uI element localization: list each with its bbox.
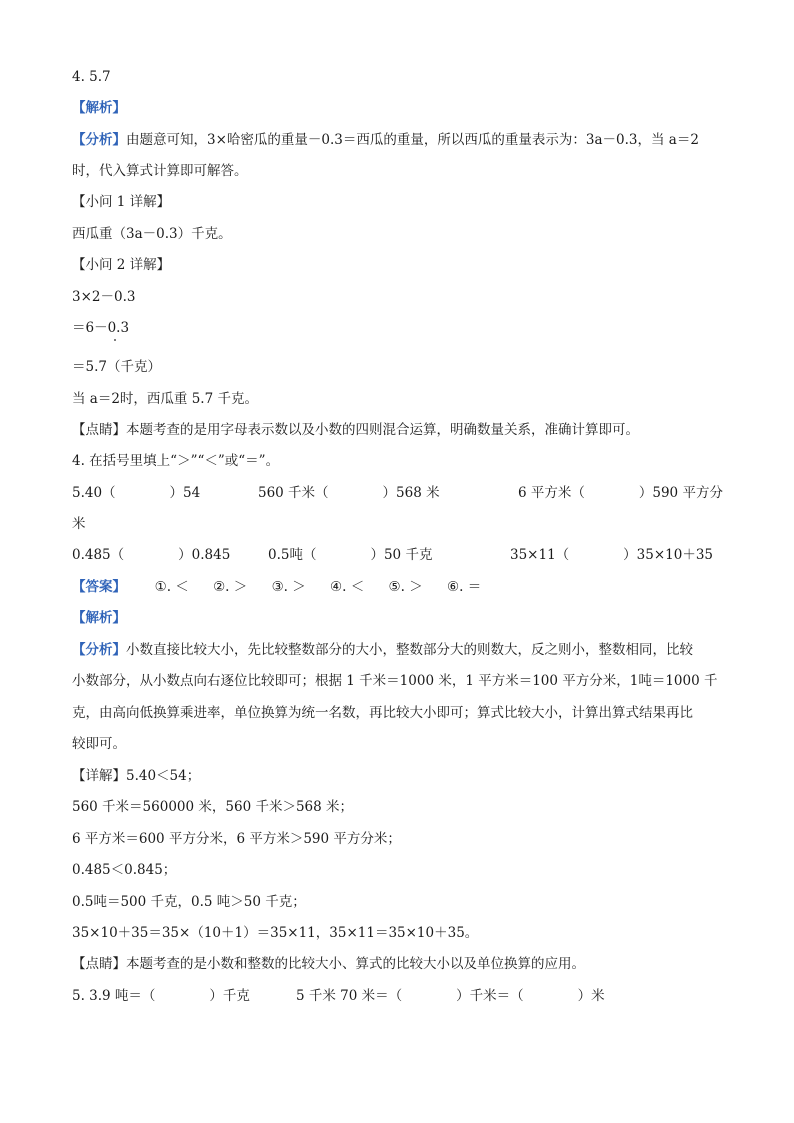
prev-answer: 4. 5.7 (72, 69, 111, 85)
q4-fenxi-text: 小数直接比较大小，先比较整数部分的大小，整数部分大的则数大，反之则小，整数相同，比较 (126, 642, 693, 658)
answer-5: ⑤. ＞ (388, 579, 423, 595)
answer-1: ①. ＜ (154, 579, 189, 595)
fenxi-tag: 【分析】 (72, 132, 126, 148)
analysis-tag-2: 【解析】 (72, 610, 126, 626)
q4-fenxi-line-4: 较即可。 (72, 736, 126, 752)
q4-detail-1: 5.40＜54； (126, 768, 201, 784)
q4-comment-line (72, 955, 585, 973)
scan-dot (114, 339, 116, 341)
answer-2: ②. ＞ (213, 579, 248, 595)
q4-fenxi-line-2: 小数部分，从小数点向右逐位比较即可；根据 1 千米＝1000 米，1 平方米＝100 平方分米，1吨＝1000 千 (72, 673, 718, 689)
dianjing-tag-2: 【点睛】 (72, 956, 126, 972)
sub-question-1-tag: 【小问 1 详解】 (72, 194, 171, 210)
sub-question-1-text: 西瓜重（3a－0.3）千克。 (72, 226, 232, 242)
q4-detail-line-5: 0.5吨＝500 千克，0.5 吨＞50 千克； (72, 894, 306, 910)
answer-tag: 【答案】 (72, 579, 126, 595)
q4-fenxi-line-1 (72, 641, 693, 659)
fenxi-tag-2: 【分析】 (72, 642, 126, 658)
answers-line (72, 578, 481, 596)
xiangjie-tag: 【详解】 (72, 768, 126, 784)
q4-row1-item-2: 560 千米（ ）568 米 (258, 485, 440, 501)
answer-4: ④. ＜ (330, 579, 365, 595)
q4-row2-item-1: 0.485（ ）0.845 (72, 547, 231, 563)
calc-step-2: ＝6－0.3 (72, 320, 130, 336)
answer-6: ⑥. ＝ (447, 579, 482, 595)
q4-detail-line-6: 35×10＋35＝35×（10＋1）＝35×11，35×11＝35×10＋35。 (72, 925, 479, 941)
question-5-part-2: 5 千米 70 米＝（ ）千米＝（ ）米 (296, 988, 605, 1004)
calc-step-1: 3×2－0.3 (72, 289, 136, 305)
analysis-tag: 【解析】 (72, 100, 126, 116)
q4-row2-item-2: 0.5吨（ ）50 千克 (268, 547, 433, 563)
q4-detail-line-3: 6 平方米＝600 平方分米，6 平方米＞590 平方分米； (72, 831, 401, 847)
q4-row1-item-3: 6 平方米（ ）590 平方分 (518, 485, 723, 501)
q4-row1-wrap: 米 (72, 516, 86, 532)
analysis-line-1 (72, 131, 699, 149)
comment-line (72, 421, 639, 439)
calc-step-3: ＝5.7（千克） (72, 359, 161, 375)
answer-3: ③. ＞ (271, 579, 306, 595)
analysis-line-2: 时，代入算式计算即可解答。 (72, 163, 248, 179)
fenxi-text: 由题意可知，3×哈密瓜的重量－0.3＝西瓜的重量，所以西瓜的重量表示为：3a－0.3，当 a＝2 (126, 132, 699, 148)
sub-question-2-result: 当 a＝2时，西瓜重 5.7 千克。 (72, 391, 258, 407)
q4-detail-line-1 (72, 767, 200, 785)
q4-dianjing-text: 本题考查的是小数和整数的比较大小、算式的比较大小以及单位换算的应用。 (126, 956, 585, 972)
question-5-part-1: 5. 3.9 吨＝（ ）千克 (72, 988, 250, 1004)
sub-question-2-tag: 【小问 2 详解】 (72, 257, 171, 273)
q4-fenxi-line-3: 克，由高向低换算乘进率，单位换算为统一名数，再比较大小即可；算式比较大小，计算出算式结果再比 (72, 705, 693, 721)
question-4-prompt: 4. 在括号里填上“＞”“＜”或“＝”。 (72, 453, 280, 469)
q4-row2-item-3: 35×11（ ）35×10＋35 (510, 547, 714, 563)
dianjing-tag: 【点睛】 (72, 422, 126, 438)
q4-detail-line-2: 560 千米＝560000 米，560 千米＞568 米； (72, 799, 354, 815)
q4-row1-item-1: 5.40（ ）54 (72, 485, 201, 501)
dianjing-text: 本题考查的是用字母表示数以及小数的四则混合运算，明确数量关系，准确计算即可。 (126, 422, 639, 438)
q4-detail-line-4: 0.485＜0.845； (72, 862, 177, 878)
